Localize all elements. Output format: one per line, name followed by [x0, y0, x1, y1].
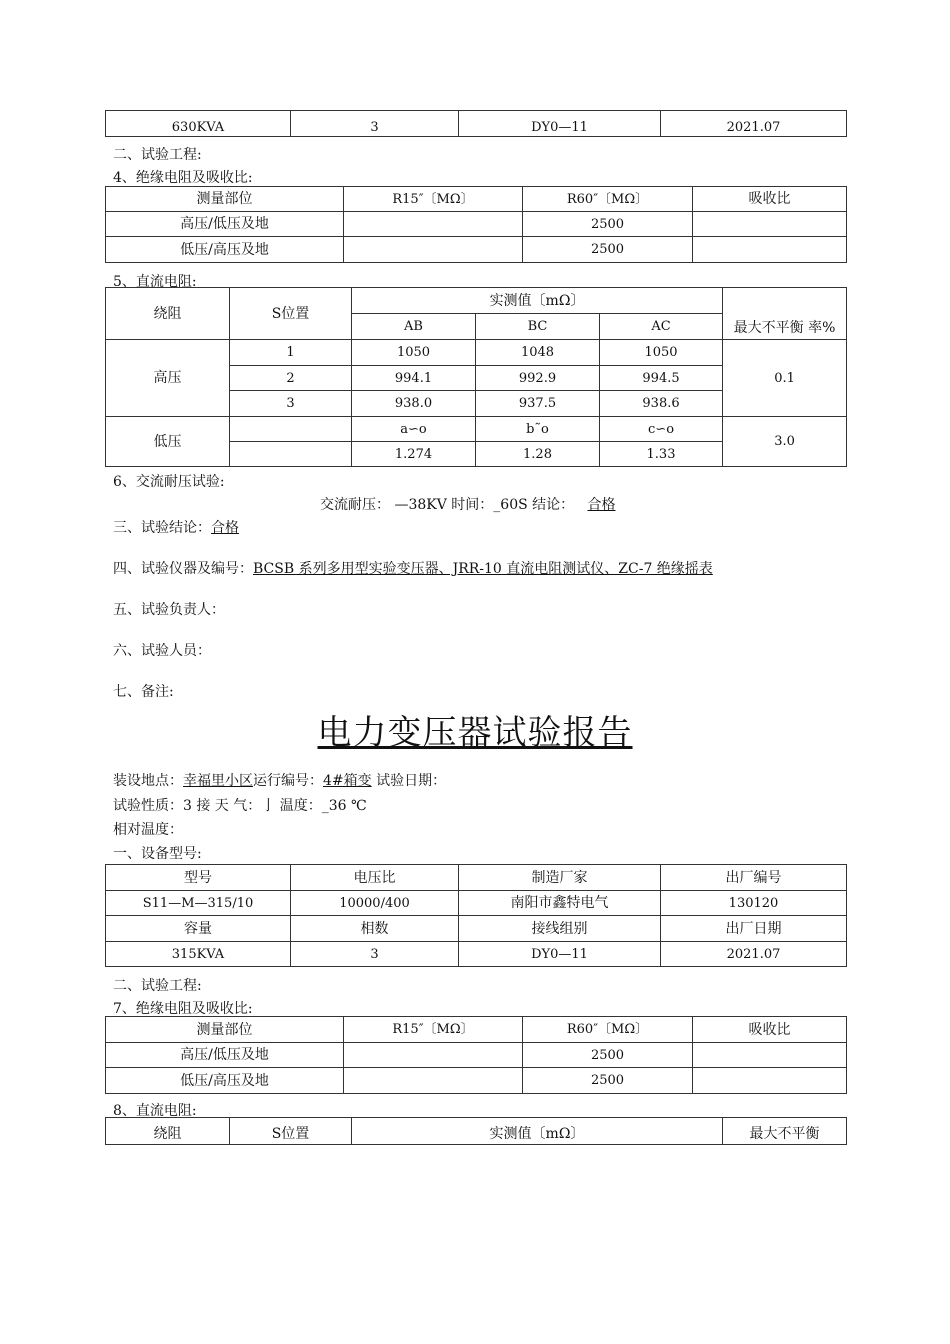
- header-tap: S位置: [230, 288, 352, 340]
- hv-ab: 938.0: [352, 391, 476, 417]
- phases-value: 3: [291, 942, 459, 967]
- insulation-table: [105, 1016, 847, 1094]
- lv-value-c: 1.33: [600, 442, 723, 467]
- top-equipment-table: [105, 110, 847, 137]
- header-tap: S位置: [230, 1118, 352, 1145]
- conclusion-label: 三、试验结论：: [113, 520, 211, 536]
- row-ratio: [693, 1043, 847, 1068]
- hv-tap: 1: [230, 340, 352, 366]
- top-connection-cell: DY0—11: [459, 111, 661, 137]
- run-no-label: 运行编号：: [253, 773, 323, 789]
- lv-tap: [230, 417, 352, 442]
- report-title: 电力变压器试验报告: [317, 713, 633, 753]
- responsible-line: 五、试验负责人：: [113, 602, 225, 618]
- hv-tap: 3: [230, 391, 352, 417]
- header-manufacturer: 制造厂家: [459, 865, 661, 891]
- header-ac: AC: [600, 314, 723, 340]
- connection-value: DY0—11: [459, 942, 661, 967]
- voltage-ratio-value: 10000/400: [291, 891, 459, 916]
- lv-phase-a: a∽o: [352, 417, 476, 442]
- header-imbalance: 最大不平衡: [723, 1118, 847, 1145]
- header-winding: 绕阻: [106, 288, 230, 340]
- model-value: S11—M—315/10: [106, 891, 291, 916]
- row-r15: [344, 1043, 523, 1068]
- hv-imbalance: 0.1: [723, 340, 847, 417]
- location-label: 装设地点：: [113, 773, 183, 789]
- personnel-line: 六、试验人员：: [113, 643, 211, 659]
- run-no-value: 4#箱变: [323, 773, 372, 789]
- insulation-heading: 4、绝缘电阻及吸收比:: [113, 170, 253, 186]
- row-part: 低压/高压及地: [106, 1068, 344, 1094]
- hv-tap: 2: [230, 366, 352, 391]
- section-two-heading: 二、试验工程:: [113, 978, 202, 994]
- lv-phase-b: b˜o: [476, 417, 600, 442]
- header-ratio: 吸收比: [693, 187, 847, 212]
- lv-label: 低压: [106, 417, 230, 467]
- header-ratio: 吸收比: [693, 1017, 847, 1043]
- dc-resistance-heading: 8、直流电阻:: [113, 1103, 197, 1119]
- dc-resistance-heading: 5、直流电阻:: [113, 274, 197, 290]
- capacity-value: 315KVA: [106, 942, 291, 967]
- row-r60: 2500: [523, 212, 693, 237]
- hv-ac: 994.5: [600, 366, 723, 391]
- location-line: [113, 770, 446, 790]
- hv-ac: 938.6: [600, 391, 723, 417]
- remarks-line: 七、备注:: [113, 684, 174, 700]
- section-two-heading: 二、试验工程:: [113, 147, 202, 163]
- header-ab: AB: [352, 314, 476, 340]
- hv-ac: 1050: [600, 340, 723, 366]
- lv-value-a: 1.274: [352, 442, 476, 467]
- top-phase-cell: 3: [291, 111, 459, 137]
- header-serial: 出厂编号: [661, 865, 847, 891]
- lv-tap: [230, 442, 352, 467]
- header-r60: R60″〔MΩ〕: [523, 187, 693, 212]
- instruments-label: 四、试验仪器及编号：: [113, 561, 253, 577]
- conclusion-line: [113, 517, 239, 537]
- insulation-table: [105, 186, 847, 263]
- location-value: 幸福里小区: [183, 773, 253, 789]
- lv-imbalance: 3.0: [723, 417, 847, 467]
- header-part: 测量部位: [106, 1017, 344, 1043]
- header-connection: 接线组别: [459, 916, 661, 942]
- header-date: 出厂日期: [661, 916, 847, 942]
- hv-ab: 994.1: [352, 366, 476, 391]
- row-ratio: [693, 212, 847, 237]
- header-measured: 实测值〔mΩ〕: [352, 1118, 723, 1145]
- header-voltage-ratio: 电压比: [291, 865, 459, 891]
- top-capacity-cell: 630KVA: [106, 111, 291, 137]
- equipment-heading: 一、设备型号:: [113, 846, 202, 862]
- humidity-line: 相对温度：: [113, 822, 183, 838]
- row-r15: [344, 237, 523, 263]
- row-ratio: [693, 237, 847, 263]
- serial-value: 130120: [661, 891, 847, 916]
- hv-bc: 937.5: [476, 391, 600, 417]
- header-r60: R60″〔MΩ〕: [523, 1017, 693, 1043]
- date-value: 2021.07: [661, 942, 847, 967]
- header-winding: 绕阻: [106, 1118, 230, 1145]
- hv-bc: 1048: [476, 340, 600, 366]
- top-date-cell: 2021.07: [661, 111, 847, 137]
- nature-line: 试验性质：3 接 天 气：亅 温度：_36 ℃: [113, 798, 367, 814]
- ac-withstand-detail: [320, 494, 616, 514]
- test-date-label: 试验日期：: [371, 773, 447, 789]
- ac-withstand-result: 合格: [587, 497, 616, 513]
- row-ratio: [693, 1068, 847, 1094]
- row-r15: [344, 1068, 523, 1094]
- lv-value-b: 1.28: [476, 442, 600, 467]
- row-part: 低压/高压及地: [106, 237, 344, 263]
- instruments-line: [113, 558, 713, 578]
- header-capacity: 容量: [106, 916, 291, 942]
- ac-withstand-heading: 6、交流耐压试验:: [113, 474, 225, 490]
- row-part: 高压/低压及地: [106, 1043, 344, 1068]
- row-part: 高压/低压及地: [106, 212, 344, 237]
- row-r60: 2500: [523, 1043, 693, 1068]
- ac-withstand-prefix: 交流耐压： —38KV 时间：_60S 结论：: [320, 497, 575, 513]
- header-bc: BC: [476, 314, 600, 340]
- header-model: 型号: [106, 865, 291, 891]
- manufacturer-value: 南阳市鑫特电气: [459, 891, 661, 916]
- header-imbalance: 最大不平衡 率%: [723, 288, 847, 340]
- equipment-table: [105, 864, 847, 967]
- dc-resistance-table: [105, 287, 847, 467]
- header-r15: R15″〔MΩ〕: [344, 1017, 523, 1043]
- hv-ab: 1050: [352, 340, 476, 366]
- hv-bc: 992.9: [476, 366, 600, 391]
- row-r60: 2500: [523, 237, 693, 263]
- insulation-heading: 7、绝缘电阻及吸收比:: [113, 1001, 253, 1017]
- header-part: 测量部位: [106, 187, 344, 212]
- dc-resistance-table: [105, 1117, 847, 1145]
- header-phases: 相数: [291, 916, 459, 942]
- conclusion-value: 合格: [211, 520, 239, 536]
- lv-phase-c: c∽o: [600, 417, 723, 442]
- hv-label: 高压: [106, 340, 230, 417]
- row-r15: [344, 212, 523, 237]
- row-r60: 2500: [523, 1068, 693, 1094]
- header-measured: 实测值〔mΩ〕: [352, 288, 723, 314]
- instruments-value: BCSB 系列多用型实验变压器、JRR-10 直流电阻测试仪、ZC-7 绝缘摇表: [253, 561, 713, 577]
- header-r15: R15″〔MΩ〕: [344, 187, 523, 212]
